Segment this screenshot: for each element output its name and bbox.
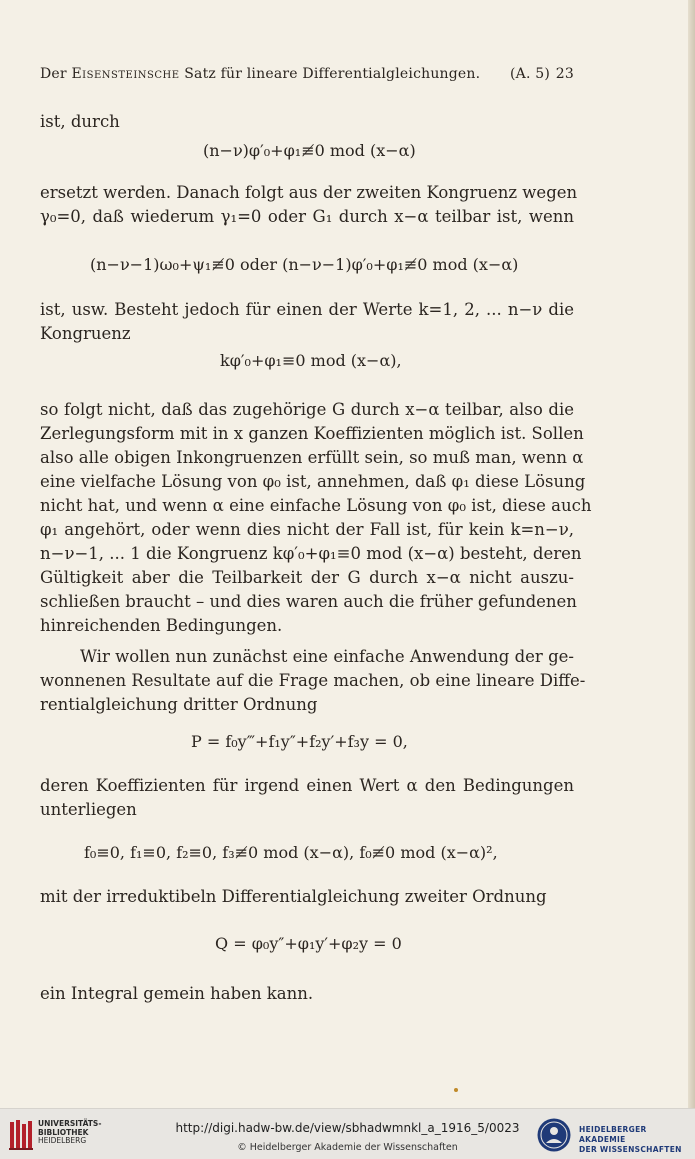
permalink-url[interactable]: http://digi.hadw-bw.de/view/sbhadwmnkl_a_1916_5/0023	[175, 1121, 520, 1135]
text-line: nicht hat, und wenn α eine einfache Lösung von φ₀ ist, diese auch	[40, 496, 592, 515]
header-title-post: Satz für lineare Differentialgleichungen.	[179, 66, 481, 82]
formula-3: kφ′₀+φ₁≡0 mod (x−α),	[220, 351, 402, 370]
academy-name	[579, 1125, 695, 1155]
ub-line-3: HEIDELBERG	[38, 1136, 87, 1145]
header-title-pre: Der	[40, 66, 72, 82]
text-line: n−ν−1, ... 1 die Kongruenz kφ′₀+φ₁≡0 mod (x−α) besteht, deren	[40, 544, 582, 563]
header-title	[40, 66, 480, 82]
formula-2: (n−ν−1)ω₀+ψ₁≢0 oder (n−ν−1)φ′₀+φ₁≢0 mod (x−α)	[90, 255, 519, 274]
text-line: rentialgleichung dritter Ordnung	[40, 695, 318, 714]
text-line: wonnenen Resultate auf die Frage machen, ob eine lineare Diffe-	[40, 671, 586, 690]
formula-1: (n−ν)φ′₀+φ₁≢0 mod (x−α)	[203, 141, 416, 160]
text-line: deren Koeffizienten für irgend einen Wert α den Bedingungen	[40, 776, 574, 795]
ub-line-2: BIBLIOTHEK	[38, 1127, 89, 1137]
formula-5: f₀≡0, f₁≡0, f₂≡0, f₃≢0 mod (x−α), f₀≢0 mod (x−α)²,	[84, 843, 498, 862]
text-line: ersetzt werden. Danach folgt aus der zweiten Kongruenz wegen	[40, 183, 578, 202]
text-line: Zerlegungsform mit in x ganzen Koeffizienten möglich ist. Sollen	[40, 424, 584, 443]
text-line: eine vielfache Lösung von φ₀ ist, annehmen, daß φ₁ diese Lösung	[40, 472, 586, 491]
text-line: hinreichenden Bedingungen.	[40, 616, 283, 635]
header-title-name: Eisensteinsche	[71, 66, 180, 82]
academy-seal-icon	[536, 1117, 572, 1153]
ub-line-1: UNIVERSITÄTS-	[38, 1119, 102, 1128]
copyright-notice: © Heidelberger Akademie der Wissenschaften	[237, 1142, 458, 1153]
text-line: ein Integral gemein haben kann.	[40, 984, 314, 1003]
ink-marker	[454, 1088, 458, 1092]
text-line: Wir wollen nun zunächst eine einfache Anwendung der ge-	[80, 647, 574, 666]
formula-4: P = f₀y‴+f₁y″+f₂y′+f₃y = 0,	[191, 732, 408, 751]
text-line: ist, usw. Besteht jedoch für einen der Werte k=1, 2, ... n−ν die	[40, 300, 574, 319]
text-line: Gültigkeit aber die Teilbarkeit der G durch x−α nicht auszu-	[40, 568, 574, 587]
header-section-ref: (A. 5)	[510, 66, 551, 82]
text-line: also alle obigen Inkongruenzen erfüllt sein, so muß man, wenn α	[40, 448, 584, 467]
text-line: φ₁ angehört, oder wenn dies nicht der Fall ist, für kein k=n−ν,	[40, 520, 574, 539]
text-line: mit der irreduktibeln Differentialgleichung zweiter Ordnung	[40, 887, 547, 906]
page-edge-shadow	[688, 0, 695, 1108]
academy-line-1: HEIDELBERGER AKADEMIE	[579, 1125, 647, 1144]
text-line: Kongruenz	[40, 324, 131, 343]
text-line: so folgt nicht, daß das zugehörige G durch x−α teilbar, also die	[40, 400, 574, 419]
text-line: unterliegen	[40, 800, 137, 819]
page-number: 23	[555, 66, 574, 82]
academy-line-2: DER WISSENSCHAFTEN	[579, 1145, 682, 1154]
text-line: ist, durch	[40, 112, 120, 131]
formula-6: Q = φ₀y″+φ₁y′+φ₂y = 0	[215, 934, 402, 953]
text-line: schließen braucht – und dies waren auch die früher gefundenen	[40, 592, 577, 611]
text-line: γ₀=0, daß wiederum γ₁=0 oder G₁ durch x−α teilbar ist, wenn	[40, 207, 574, 226]
footer-bar	[0, 1108, 695, 1159]
